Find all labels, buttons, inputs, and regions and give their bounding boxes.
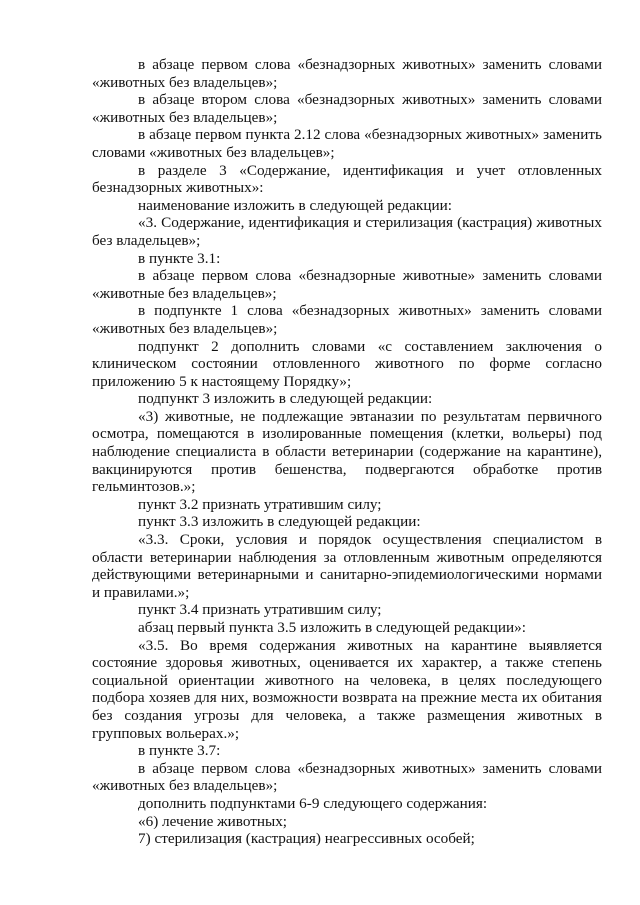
paragraph: в подпункте 1 слова «безнадзорных животных» заменить словами «животных без владельцев»; xyxy=(92,302,602,337)
paragraph: в абзаце первом пункта 2.12 слова «безнадзорных животных» заменить словами «животных без владельцев»; xyxy=(92,126,602,161)
paragraph: в разделе 3 «Содержание, идентификация и учет отловленных безнадзорных животных»: xyxy=(92,161,602,197)
paragraph: «3.5. Во время содержания животных на карантине выявляется состояние здоровья животных, оценивается их характер, а также степень социальной ориентации животного на человека, в целях последующего подбора хозяев для них, возможности возврата на прежние места их обитания без создания угрозы для человека, а также размещения животных в групповых вольерах.»; xyxy=(92,636,602,742)
paragraph: 7) стерилизация (кастрация) неагрессивных особей; xyxy=(138,830,475,848)
paragraph: подпункт 3 изложить в следующей редакции: xyxy=(138,390,433,408)
paragraph: в абзаце втором слова «безнадзорных животных» заменить словами «животных без владельцев»; xyxy=(92,91,602,126)
paragraph: в абзаце первом слова «безнадзорных животных» заменить словами «животных без владельцев»; xyxy=(92,759,602,795)
paragraph: пункт 3.4 признать утратившим силу; xyxy=(138,601,382,619)
document-page xyxy=(92,56,602,848)
paragraph: пункт 3.2 признать утратившим силу; xyxy=(138,495,382,513)
paragraph: «3) животные, не подлежащие эвтаназии по результатам первичного осмотра, помещаются в изолированные помещения (клетки, вольеры) под наблюдение специалиста в области ветеринарии (содержание на карантине), вакцинируются против бешенства, подвергаются обработке против гельминтозов.»; xyxy=(92,407,602,496)
paragraph: абзац первый пункта 3.5 изложить в следующей редакции»: xyxy=(138,619,526,636)
paragraph: подпункт 2 дополнить словами «с составлением заключения о клиническом состоянии отловленного животного по форме согласно приложению 5 к настоящему Порядку»; xyxy=(92,337,602,390)
paragraph: «3. Содержание, идентификация и стерилизация (кастрация) животных без владельцев»; xyxy=(92,214,602,249)
paragraph: в абзаце первом слова «безнадзорных животных» заменить словами «животных без владельцев»; xyxy=(92,56,602,91)
paragraph: наименование изложить в следующей редакции: xyxy=(138,196,452,214)
paragraph: в абзаце первом слова «безнадзорные животные» заменить словами «животные без владельцев»; xyxy=(92,267,602,302)
paragraph: в пункте 3.1: xyxy=(138,249,221,267)
paragraph: «3.3. Сроки, условия и порядок осуществления специалистом в области ветеринарии наблюдения за отловленным животным определяются действующими ветеринарными и санитарно-эпидемиологическими нормами и правилами.»; xyxy=(92,531,602,601)
paragraph: в пункте 3.7: xyxy=(138,742,221,760)
paragraph: дополнить подпунктами 6-9 следующего содержания: xyxy=(138,794,488,812)
paragraph: пункт 3.3 изложить в следующей редакции: xyxy=(138,513,421,531)
paragraph: «6) лечение животных; xyxy=(138,812,288,830)
